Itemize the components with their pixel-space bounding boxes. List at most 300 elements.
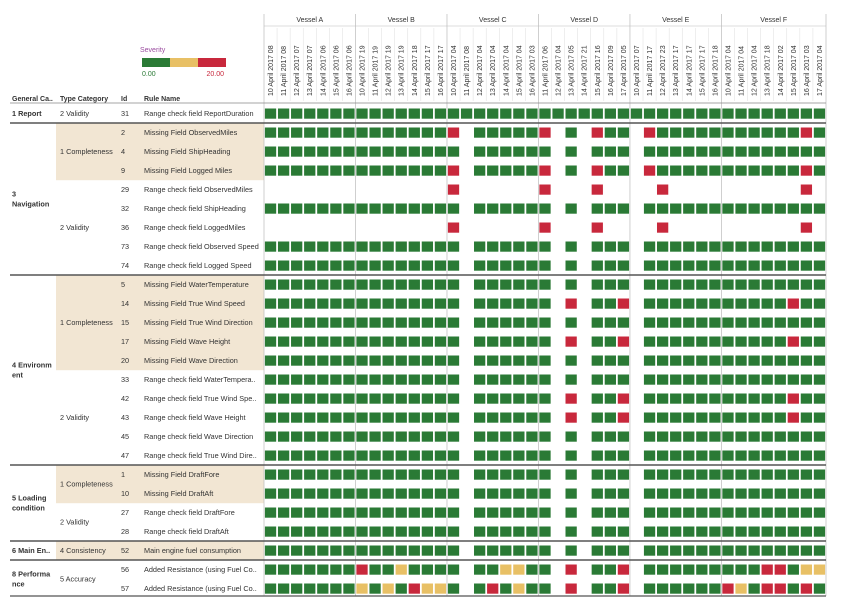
heatmap-cell	[513, 375, 524, 385]
heatmap-cell	[762, 356, 773, 366]
heatmap-cell	[343, 375, 354, 385]
heatmap-cell	[696, 470, 707, 480]
vessel-label: Vessel C	[478, 17, 507, 24]
heatmap-cell	[735, 280, 746, 290]
heatmap-cell	[539, 261, 550, 271]
date-label: 13 April 2017 19	[398, 45, 406, 96]
heatmap-cell	[513, 242, 524, 252]
heatmap-cell	[644, 299, 655, 309]
heatmap-cell	[696, 584, 707, 594]
date-label: 17 April 2017 05	[620, 45, 628, 96]
heatmap-cell	[343, 280, 354, 290]
heatmap-cell	[762, 451, 773, 461]
heatmap-cell	[801, 508, 812, 518]
heatmap-cell	[383, 356, 394, 366]
heatmap-cell	[278, 489, 289, 499]
heatmap-cell	[801, 109, 812, 119]
date-label: 12 April 2017 04	[477, 45, 485, 96]
heatmap-cell	[618, 508, 629, 518]
heatmap-cell	[356, 527, 367, 537]
heatmap-cell	[801, 565, 812, 575]
heatmap-cell	[696, 109, 707, 119]
heatmap-cell	[304, 337, 315, 347]
heatmap-cell	[775, 204, 786, 214]
heatmap-cell	[762, 337, 773, 347]
heatmap-cell	[539, 109, 550, 119]
heatmap-cell	[383, 109, 394, 119]
heatmap-cell	[435, 413, 446, 423]
heatmap-cell	[775, 242, 786, 252]
heatmap-cell	[304, 261, 315, 271]
heatmap-cell	[526, 584, 537, 594]
heatmap-cell	[291, 280, 302, 290]
heatmap-cell	[814, 204, 825, 214]
heatmap-cell	[513, 527, 524, 537]
heatmap-cell	[383, 470, 394, 480]
heatmap-cell	[317, 204, 328, 214]
general-category-label: ent	[12, 370, 23, 380]
heatmap-cell	[618, 318, 629, 328]
heatmap-cell	[735, 413, 746, 423]
row-id: 73	[121, 241, 130, 251]
heatmap-cell	[814, 489, 825, 499]
heatmap-cell	[383, 128, 394, 138]
heatmap-cell	[748, 337, 759, 347]
heatmap-cell	[356, 109, 367, 119]
heatmap-cell	[722, 489, 733, 499]
heatmap-cell	[775, 318, 786, 328]
heatmap-cell	[317, 565, 328, 575]
heatmap-cell	[722, 546, 733, 556]
heatmap-cell	[605, 375, 616, 385]
heatmap-cell	[722, 470, 733, 480]
rule-name: Range check field ShipHeading	[144, 203, 246, 213]
heatmap-cell	[265, 565, 276, 575]
heatmap-cell	[474, 375, 485, 385]
heatmap-cell	[762, 261, 773, 271]
rule-name: Range check field Logged Speed	[144, 260, 252, 270]
heatmap-cell	[566, 546, 577, 556]
type-category-label: 2 Validity	[60, 108, 90, 118]
heatmap-cell	[291, 337, 302, 347]
heatmap-cell	[317, 147, 328, 157]
heatmap-cell	[801, 356, 812, 366]
heatmap-cell	[735, 337, 746, 347]
heatmap-cell	[748, 470, 759, 480]
rule-name: Missing Field DraftAft	[144, 488, 214, 498]
heatmap-cell	[291, 166, 302, 176]
heatmap-cell	[396, 242, 407, 252]
heatmap-cell	[383, 451, 394, 461]
heatmap-cell	[513, 109, 524, 119]
heatmap-cell	[369, 584, 380, 594]
heatmap-cell	[618, 204, 629, 214]
heatmap-cell	[618, 128, 629, 138]
legend-max-label: 20.00	[206, 71, 224, 78]
heatmap-cell	[696, 375, 707, 385]
heatmap-cell	[513, 318, 524, 328]
heatmap-cell	[566, 394, 577, 404]
heatmap-cell	[409, 280, 420, 290]
row-id: 1	[121, 469, 126, 479]
type-category-label: 2 Validity	[60, 412, 90, 422]
heatmap-cell	[265, 527, 276, 537]
heatmap-cell	[474, 394, 485, 404]
heatmap-cell	[566, 242, 577, 252]
heatmap-cell	[265, 299, 276, 309]
heatmap-cell	[814, 508, 825, 518]
heatmap-cell	[409, 413, 420, 423]
heatmap-cell	[343, 432, 354, 442]
heatmap-cell	[396, 527, 407, 537]
row-id: 32	[121, 203, 130, 213]
heatmap-cell	[539, 584, 550, 594]
heatmap-cell	[631, 109, 642, 119]
heatmap-cell	[474, 109, 485, 119]
rule-name: Range check field Wave Direction	[144, 431, 254, 441]
heatmap-cell	[814, 413, 825, 423]
header-id: Id	[121, 96, 128, 103]
heatmap-cell	[369, 242, 380, 252]
heatmap-cell	[722, 242, 733, 252]
heatmap-cell	[644, 527, 655, 537]
heatmap-cell	[566, 489, 577, 499]
heatmap-cell	[383, 527, 394, 537]
heatmap-cell	[526, 413, 537, 423]
heatmap-cell	[435, 375, 446, 385]
heatmap-cell	[487, 508, 498, 518]
header-general-category: General Ca..	[12, 96, 53, 103]
heatmap-cell	[369, 318, 380, 328]
heatmap-cell	[618, 280, 629, 290]
heatmap-cell	[722, 204, 733, 214]
heatmap-cell	[265, 546, 276, 556]
vessel-label: Vessel D	[570, 17, 599, 24]
heatmap-cell	[618, 489, 629, 499]
date-label: 10 April 2017 04	[451, 45, 459, 96]
heatmap-cell	[670, 508, 681, 518]
heatmap-cell	[422, 299, 433, 309]
heatmap-cell	[657, 508, 668, 518]
heatmap-cell	[356, 337, 367, 347]
heatmap-cell	[709, 470, 720, 480]
heatmap-cell	[278, 280, 289, 290]
heatmap-cell	[487, 413, 498, 423]
heatmap-cell	[330, 565, 341, 575]
heatmap-cell	[369, 280, 380, 290]
heatmap-cell	[500, 318, 511, 328]
heatmap-cell	[618, 413, 629, 423]
type-category-label: 1 Completeness	[60, 317, 113, 327]
heatmap-cell	[696, 413, 707, 423]
heatmap-cell	[356, 242, 367, 252]
heatmap-cell	[291, 470, 302, 480]
heatmap-cell	[304, 565, 315, 575]
heatmap-cell	[330, 375, 341, 385]
heatmap-cell	[343, 318, 354, 328]
heatmap-cell	[592, 375, 603, 385]
heatmap-cell	[762, 527, 773, 537]
heatmap-cell	[762, 147, 773, 157]
heatmap-cell	[814, 394, 825, 404]
heatmap-cell	[735, 242, 746, 252]
heatmap-cell	[409, 451, 420, 461]
heatmap-cell	[396, 565, 407, 575]
heatmap-cell	[644, 470, 655, 480]
heatmap-cell	[369, 204, 380, 214]
rule-name: Range check field DraftAft	[144, 526, 229, 536]
heatmap-cell	[487, 337, 498, 347]
heatmap-cell	[814, 432, 825, 442]
heatmap-cell	[670, 356, 681, 366]
heatmap-cell	[735, 432, 746, 442]
heatmap-cell	[448, 299, 459, 309]
heatmap-cell	[369, 565, 380, 575]
heatmap-cell	[801, 318, 812, 328]
heatmap-cell	[500, 128, 511, 138]
heatmap-cell	[304, 508, 315, 518]
date-label: 17 April 2017 04	[816, 45, 824, 96]
heatmap-cell	[396, 261, 407, 271]
heatmap-cell	[487, 109, 498, 119]
heatmap-cell	[304, 166, 315, 176]
heatmap-cell	[722, 166, 733, 176]
heatmap-cell	[487, 375, 498, 385]
heatmap-cell	[422, 242, 433, 252]
heatmap-cell	[265, 432, 276, 442]
heatmap-cell	[539, 318, 550, 328]
heatmap-cell	[775, 356, 786, 366]
heatmap-cell	[683, 584, 694, 594]
heatmap-cell	[670, 128, 681, 138]
heatmap-cell	[343, 147, 354, 157]
heatmap-cell	[644, 337, 655, 347]
heatmap-cell	[696, 527, 707, 537]
heatmap-cell	[696, 128, 707, 138]
heatmap-cell	[304, 375, 315, 385]
heatmap-cell	[422, 356, 433, 366]
heatmap-cell	[343, 299, 354, 309]
heatmap-cell	[396, 584, 407, 594]
heatmap-cell	[592, 299, 603, 309]
heatmap-cell	[500, 489, 511, 499]
heatmap-cell	[330, 128, 341, 138]
heatmap-cell	[435, 432, 446, 442]
heatmap-cell	[670, 451, 681, 461]
heatmap-cell	[670, 242, 681, 252]
heatmap-cell	[605, 128, 616, 138]
heatmap-cell	[814, 375, 825, 385]
heatmap-cell	[422, 508, 433, 518]
heatmap-cell	[448, 432, 459, 442]
heatmap-cell	[605, 109, 616, 119]
heatmap-cell	[474, 280, 485, 290]
heatmap-cell	[396, 109, 407, 119]
heatmap-cell	[605, 242, 616, 252]
heatmap-cell	[383, 394, 394, 404]
row-id: 4	[121, 146, 126, 156]
heatmap-cell	[526, 128, 537, 138]
heatmap-cell	[409, 128, 420, 138]
rule-name: Missing Field Wave Direction	[144, 355, 238, 365]
heatmap-cell	[592, 128, 603, 138]
heatmap-cell	[330, 109, 341, 119]
heatmap-cell	[422, 128, 433, 138]
heatmap-cell	[317, 546, 328, 556]
heatmap-cell	[735, 451, 746, 461]
heatmap-cell	[618, 337, 629, 347]
heatmap-cell	[278, 147, 289, 157]
heatmap-cell	[801, 185, 812, 195]
heatmap-cell	[265, 508, 276, 518]
date-label: 13 April 2017 17	[673, 45, 681, 96]
general-category-label: condition	[12, 503, 45, 513]
heatmap-cell	[500, 470, 511, 480]
heatmap-cell	[775, 565, 786, 575]
heatmap-cell	[409, 299, 420, 309]
heatmap-cell	[317, 527, 328, 537]
heatmap-cell	[670, 109, 681, 119]
heatmap-cell	[709, 356, 720, 366]
heatmap-cell	[396, 204, 407, 214]
heatmap-cell	[801, 242, 812, 252]
heatmap-cell	[592, 223, 603, 233]
heatmap-cell	[500, 413, 511, 423]
rule-name: Missing Field Logged Miles	[144, 165, 233, 175]
heatmap-cell	[278, 451, 289, 461]
heatmap-cell	[748, 204, 759, 214]
heatmap-cell	[487, 565, 498, 575]
heatmap-cell	[722, 128, 733, 138]
heatmap-cell	[513, 299, 524, 309]
heatmap-cell	[618, 375, 629, 385]
heatmap-cell	[317, 451, 328, 461]
heatmap-cell	[722, 413, 733, 423]
row-id: 29	[121, 184, 130, 194]
date-label: 14 April 2017 02	[777, 45, 785, 96]
heatmap-cell	[618, 109, 629, 119]
heatmap-cell	[356, 280, 367, 290]
heatmap-cell	[788, 432, 799, 442]
heatmap-cell	[409, 527, 420, 537]
heatmap-cell	[317, 375, 328, 385]
heatmap-cell	[618, 166, 629, 176]
date-label: 15 April 2017 04	[790, 45, 798, 96]
heatmap-cell	[487, 432, 498, 442]
header-rule-name: Rule Name	[144, 96, 181, 103]
heatmap-cell	[657, 451, 668, 461]
heatmap-cell	[526, 147, 537, 157]
heatmap-cell	[762, 242, 773, 252]
heatmap-cell	[474, 166, 485, 176]
heatmap-cell	[592, 109, 603, 119]
heatmap-cell	[566, 584, 577, 594]
heatmap-cell	[435, 470, 446, 480]
heatmap-cell	[435, 337, 446, 347]
heatmap-cell	[317, 128, 328, 138]
heatmap-cell	[539, 527, 550, 537]
heatmap-cell	[539, 394, 550, 404]
date-label: 11 April 2017 19	[372, 45, 380, 96]
heatmap-cell	[409, 508, 420, 518]
heatmap-cell	[265, 451, 276, 461]
heatmap-cell	[343, 242, 354, 252]
heatmap-cell	[566, 470, 577, 480]
heatmap-cell	[513, 147, 524, 157]
heatmap-cell	[343, 394, 354, 404]
heatmap-cell	[317, 318, 328, 328]
heatmap-cell	[461, 109, 472, 119]
heatmap-cell	[683, 166, 694, 176]
heatmap-cell	[343, 356, 354, 366]
heatmap-cell	[696, 299, 707, 309]
heatmap-cell	[605, 166, 616, 176]
heatmap-cell	[788, 584, 799, 594]
heatmap-cell	[709, 147, 720, 157]
date-label: 16 April 2017 17	[437, 45, 445, 96]
rule-name: Range check field True Wind Spe..	[144, 393, 257, 403]
heatmap-cell	[474, 565, 485, 575]
heatmap-cell	[539, 204, 550, 214]
heatmap-cell	[539, 166, 550, 176]
heatmap-cell	[657, 261, 668, 271]
heatmap-cell	[814, 166, 825, 176]
heatmap-cell	[566, 318, 577, 328]
heatmap-cell	[474, 584, 485, 594]
heatmap-cell	[304, 527, 315, 537]
heatmap-cell	[722, 584, 733, 594]
date-label: 15 April 2017 06	[333, 45, 341, 96]
date-label: 13 April 2017 07	[307, 45, 315, 96]
heatmap-cell	[748, 394, 759, 404]
vessel-label: Vessel A	[296, 17, 324, 24]
date-label: 16 April 2017 06	[346, 45, 354, 96]
date-label: 12 April 2017 04	[555, 45, 563, 96]
general-category-label: 6 Main En..	[12, 545, 51, 555]
heatmap-cell	[605, 508, 616, 518]
date-label: 16 April 2017 18	[712, 45, 720, 96]
heatmap-cell	[291, 489, 302, 499]
heatmap-cell	[683, 128, 694, 138]
heatmap-cell	[369, 356, 380, 366]
heatmap-cell	[735, 128, 746, 138]
heatmap-cell	[409, 584, 420, 594]
heatmap-cell	[265, 147, 276, 157]
heatmap-cell	[278, 546, 289, 556]
heatmap-cell	[500, 584, 511, 594]
heatmap-cell	[644, 166, 655, 176]
heatmap-cell	[526, 546, 537, 556]
type-category-label: 2 Validity	[60, 222, 90, 232]
row-id: 74	[121, 260, 130, 270]
heatmap-cell	[762, 375, 773, 385]
heatmap-cell	[448, 489, 459, 499]
heatmap-cell	[592, 147, 603, 157]
heatmap-cell	[435, 356, 446, 366]
heatmap-cell	[513, 261, 524, 271]
heatmap-cell	[448, 565, 459, 575]
heatmap-cell	[709, 413, 720, 423]
heatmap-cell	[579, 109, 590, 119]
general-category-label: nce	[12, 579, 25, 589]
heatmap-cell	[396, 470, 407, 480]
heatmap-cell	[265, 394, 276, 404]
heatmap-cell	[539, 451, 550, 461]
heatmap-cell	[762, 413, 773, 423]
heatmap-cell	[304, 204, 315, 214]
heatmap-cell	[291, 584, 302, 594]
heatmap-cell	[435, 527, 446, 537]
